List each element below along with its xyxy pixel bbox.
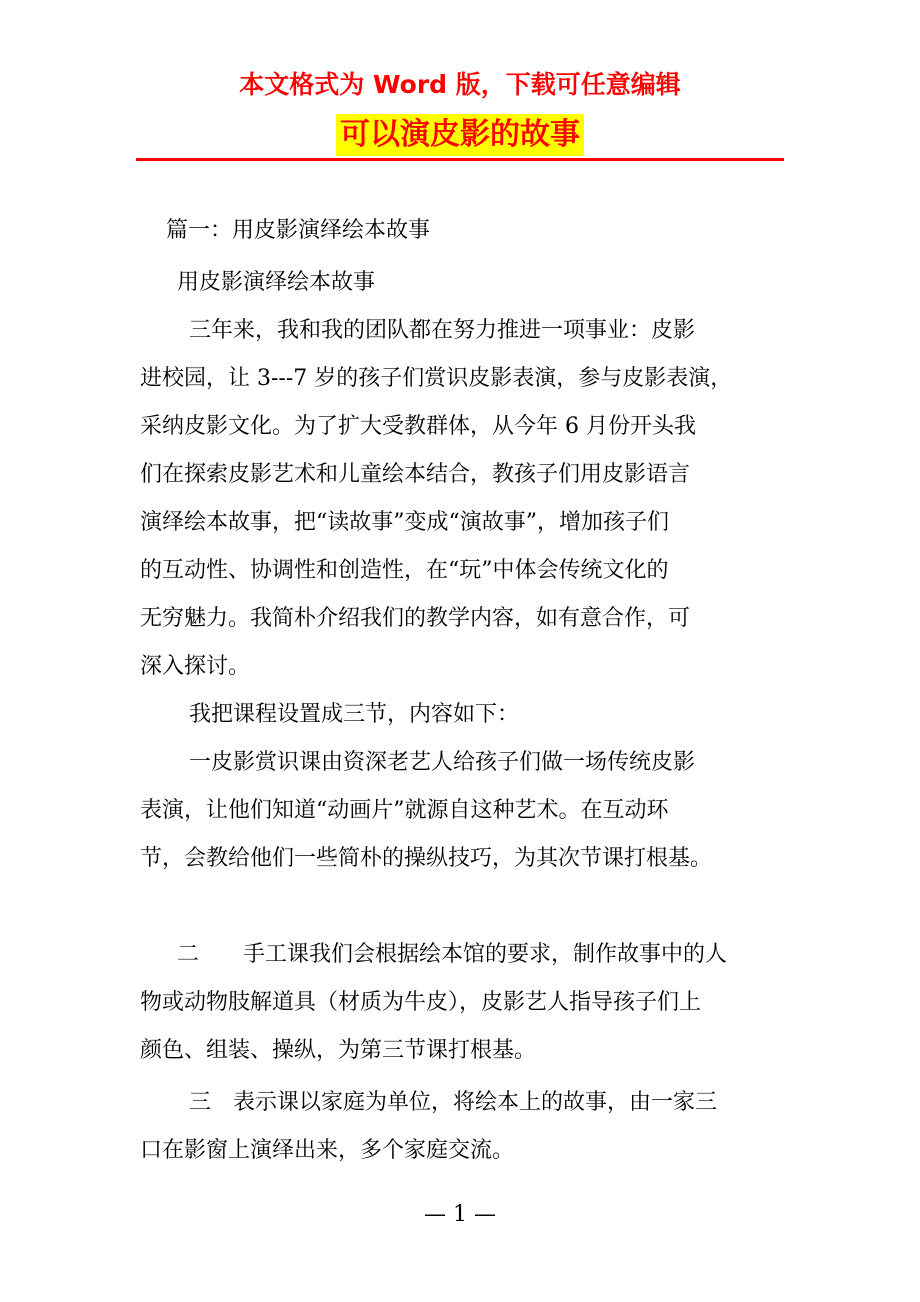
body-line-16: 三 表示课以家庭为单位，将绘本上的故事，由一家三: [189, 1090, 718, 1115]
body-line-6: 的互动性、协调性和创造性，在“玩”中体会传统文化的: [140, 558, 669, 583]
body-line-17: 口在影窗上演绎出来，多个家庭交流。: [140, 1138, 515, 1163]
body-line-1: 三年来，我和我的团队都在努力推进一项事业：皮影: [189, 318, 696, 343]
page-number: — 1 —: [424, 1202, 496, 1227]
body-line-2: 进校园，让 3---7 岁的孩子们赏识皮影表演，参与皮影表演，: [140, 366, 733, 391]
download-banner: 本文格式为 Word 版，下载可任意编辑: [239, 70, 681, 99]
document-title: 可以演皮影的故事: [336, 114, 584, 156]
body-line-14: 物或动物肢解道具（材质为牛皮），皮影艺人指导孩子们上: [140, 990, 702, 1015]
section-heading: 篇一：用皮影演绎绘本故事: [166, 218, 431, 243]
body-line-10: 一皮影赏识课由资深老艺人给孩子们做一场传统皮影: [189, 750, 696, 775]
body-line-15: 颜色、组装、操纵，为第三节课打根基。: [140, 1038, 537, 1063]
body-line-9: 我把课程设置成三节，内容如下：: [189, 702, 520, 727]
title-underline: [136, 158, 784, 161]
body-line-7: 无穷魅力。我简朴介绍我们的教学内容，如有意合作，可: [140, 606, 691, 631]
body-line-11: 表演，让他们知道“动画片”就源自这种艺术。在互动环: [140, 798, 669, 823]
body-line-12: 节，会教给他们一些简朴的操纵技巧，为其次节课打根基。: [140, 846, 713, 871]
body-line-3: 采纳皮影文化。为了扩大受教群体，从今年 6 月份开头我: [140, 414, 696, 439]
body-line-13: 二 手工课我们会根据绘本馆的要求，制作故事中的人: [177, 942, 728, 967]
title-container: [0, 114, 920, 156]
body-line-5: 演绎绘本故事，把“读故事”变成“演故事”，增加孩子们: [140, 510, 669, 535]
article-title: 用皮影演绎绘本故事: [177, 270, 376, 295]
body-line-4: 们在探索皮影艺术和儿童绘本结合，教孩子们用皮影语言: [140, 462, 691, 487]
body-line-8: 深入探讨。: [140, 654, 251, 679]
